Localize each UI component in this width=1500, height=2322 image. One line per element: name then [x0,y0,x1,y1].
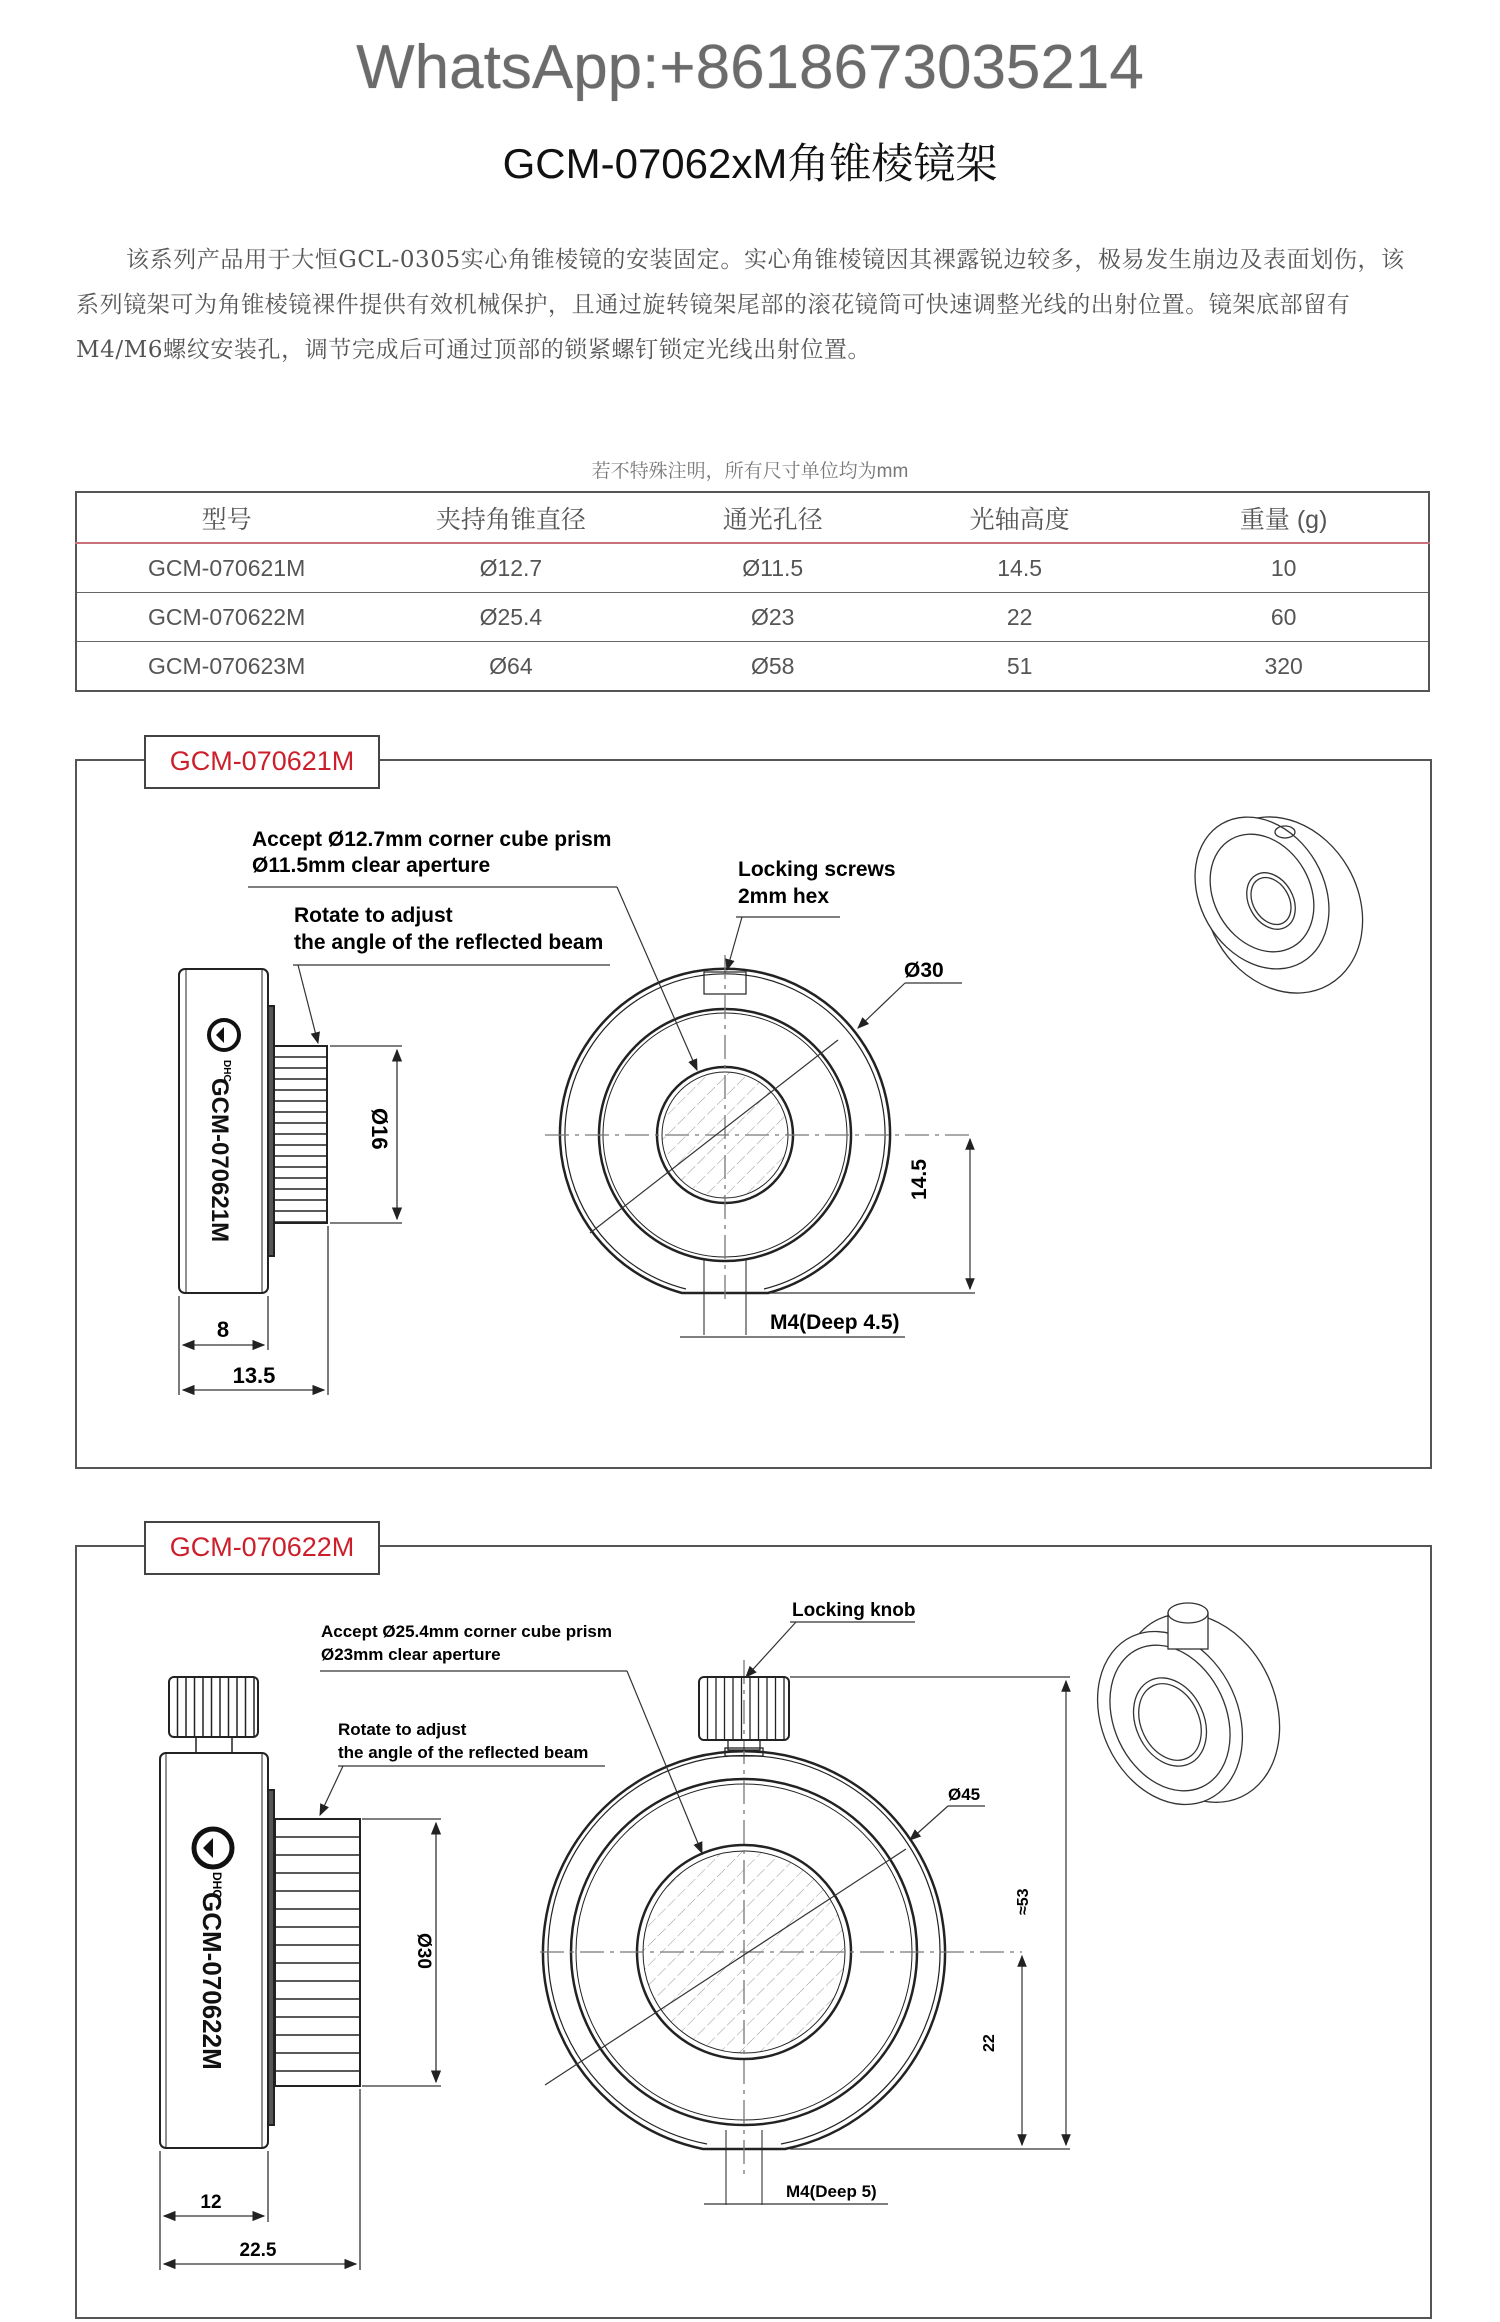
logo-text: DHC [210,1872,224,1898]
knurl-lines [274,1057,327,1222]
whatsapp-watermark: WhatsApp:+8618673035214 [356,33,1144,102]
panel-title: GCM-070622M [144,1521,380,1575]
note-locking-screws: Locking screws [738,858,896,881]
note-reflected-beam: the angle of the reflected beam [294,931,604,954]
note-reflected-beam: the angle of the reflected beam [338,1743,589,1762]
side-view-070621m [179,969,327,1293]
note-clear-aperture: Ø23mm clear aperture [321,1645,501,1664]
annotation-leaders-1 [248,887,975,1337]
dim-height-label: 14.5 [908,1159,931,1200]
units-note: 若不特殊注明，所有尺寸单位均为mm [591,461,909,482]
cell-model: GCM-070623M [76,642,376,692]
dim-total-label: 13.5 [232,1363,276,1388]
dim-height-label: 22 [981,2034,998,2052]
dim-outer-label: Ø30 [904,959,944,982]
cell-weight: 10 [1270,554,1297,581]
cell-clear-aperture: Ø58 [646,642,900,692]
side-model-label: GCM-070621M [206,1078,233,1243]
dim-body-label: 8 [216,1317,230,1342]
iso-view-070621m [1168,788,1394,1022]
cell-prism-diameter: Ø25.4 [376,593,645,642]
note-clear-aperture: Ø11.5mm clear aperture [252,854,491,877]
cell-model: GCM-070622M [76,593,376,642]
dim-overall-label: ≈53 [1015,1888,1032,1915]
logo-text: DHC [221,1060,232,1082]
cell-model: GCM-070621M [148,554,306,581]
note-locking-knob: Locking knob [792,1600,916,1621]
dim-outer-label: Ø45 [948,1785,981,1804]
dim-knurl-label: Ø30 [413,1933,434,1969]
cell-axis-height: 14.5 [997,554,1042,581]
intro-paragraph: 该系列产品用于大恒GCL-0305实心角锥棱镜的安装固定。实心角锥棱镜因其裸露锐边较多，极易发生崩边及表面划伤，该系列镜架可为角锥棱镜裸件提供有效机械保护，且通过旋转镜架尾部的滚花镜筒可快速调整光线的出射位置。镜架底部留有M4/M6螺纹安装孔，调节完成后可通过顶部的锁紧螺钉锁定光线出射位置。 [76,247,1405,363]
cell-clear-aperture: Ø11.5 [742,554,804,581]
cell-prism-diameter: Ø12.7 [479,554,543,581]
column-header-prism-diameter: 夹持角锥直径 [376,492,645,543]
column-header-clear-aperture: 通光孔径 [646,492,900,543]
cell-prism-diameter: Ø64 [376,642,645,692]
drawing-panel-070622m [75,1545,1432,2319]
note-rotate: Rotate to adjust [338,1720,467,1739]
dim-knurl-label: Ø16 [367,1108,392,1150]
column-header-weight: 重量 (g) [1139,492,1429,543]
front-view-070621m [545,955,975,1335]
adhc-logo-icon [209,1020,239,1050]
cell-axis-height: 22 [900,593,1139,642]
note-accept-prism: Accept Ø12.7mm corner cube prism [252,828,612,851]
note-rotate: Rotate to adjust [294,904,453,927]
note-hex: 2mm hex [738,885,830,908]
dim-thread-label: M4(Deep 4.5) [770,1311,900,1334]
cell-weight: 60 [1139,593,1429,642]
column-header-axis-height: 光轴高度 [900,492,1139,543]
panel-title: GCM-070621M [144,735,380,789]
dim-thread-label: M4(Deep 5) [786,2182,877,2201]
dim-body-label: 12 [200,2192,222,2213]
side-model-label: GCM-070622M [197,1892,227,2070]
page-title: GCM-07062xM角锥棱镜架 [502,140,998,187]
note-accept-prism: Accept Ø25.4mm corner cube prism [321,1622,613,1641]
cell-axis-height: 51 [900,642,1139,692]
dim-total-label: 22.5 [239,2240,277,2261]
cell-weight: 320 [1139,642,1429,692]
column-header-model: 型号 [76,492,376,543]
cell-clear-aperture: Ø23 [646,593,900,642]
